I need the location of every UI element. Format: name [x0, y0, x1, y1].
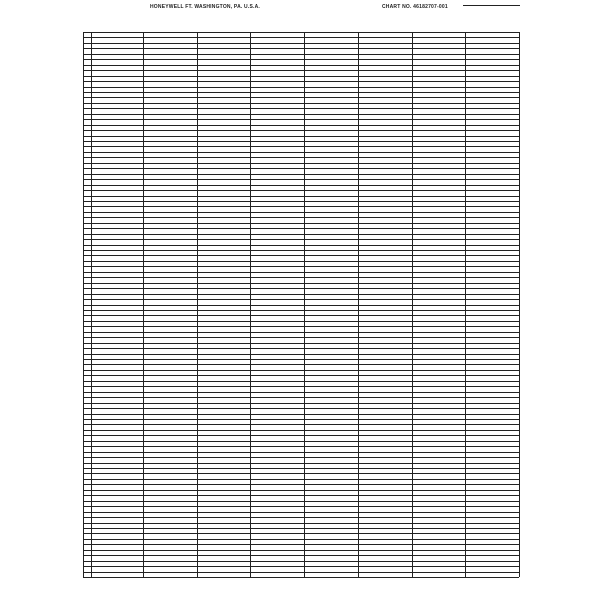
chart-number-label: CHART NO. 46182707-001 [382, 4, 448, 10]
manufacturer-label: HONEYWELL FT. WASHINGTON, PA. U.S.A. [150, 4, 260, 10]
